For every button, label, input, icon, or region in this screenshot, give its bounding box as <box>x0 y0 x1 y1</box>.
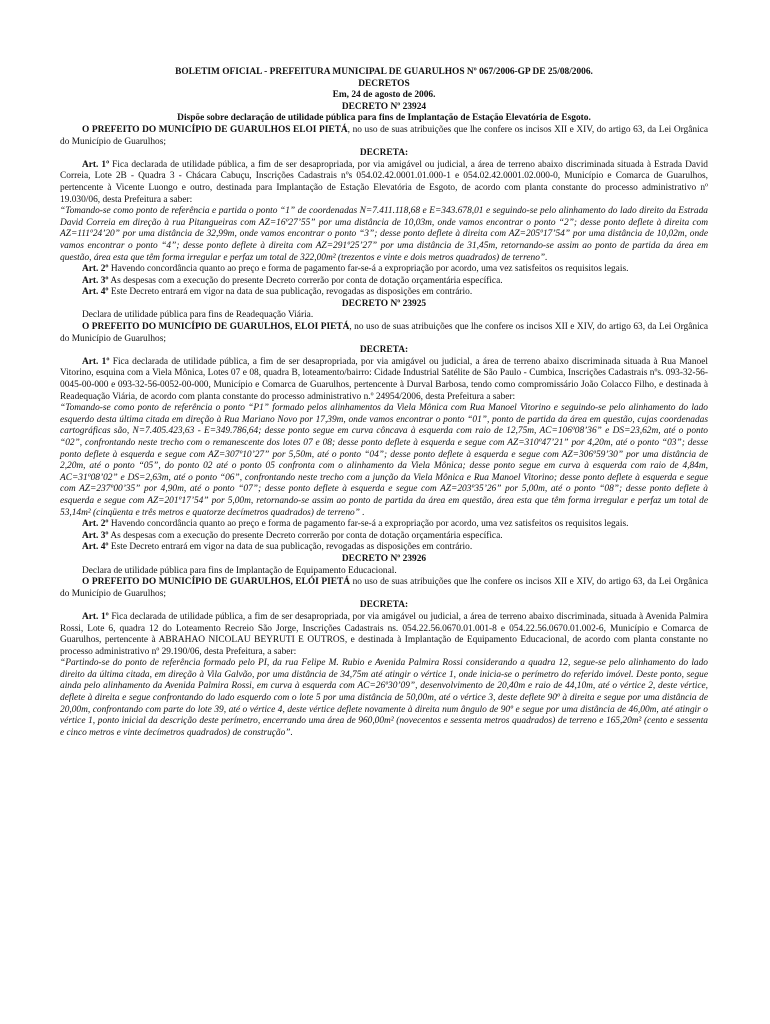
decree-2-art3-label: Art. 3º <box>82 530 109 541</box>
decree-3-title: DECRETO Nº 23926 <box>341 553 427 564</box>
decree-1-art4 <box>60 287 708 299</box>
decree-2-art4-label: Art. 4º <box>82 542 109 553</box>
decree-2-art4 <box>60 542 708 554</box>
decree-2-art1-text: Fica declarada de utilidade pública, a fim de ser desapropriada, por via amigável ou judicial, a área de terreno abaixo discriminada situada à Rua Manoel Vitorino, esquina com a Viela Mônica, Lotes 07 e 08, quadra B, loteamento/bairro: Cidade Industrial Satélite de São Paulo - Cumbica, Inscrições Cadastrais nºs. 093-32-56-0045-00-000 e 093-32-56-0052-00-000, Município e Comarca de Guarulhos, pertencente à Durval Barbosa, tendo como compromissário João Colacco Filho, e destinada à Readequação Viária, de acordo com planta constante do processo administrativo n.º 24954/2006, desta Prefeitura a saber: <box>60 356 708 402</box>
decree-3-summary: Declara de utilidade pública para fins de Implantação de Equipamento Educacional. <box>82 565 397 576</box>
decree-2-art2-text: Havendo concordância quanto ao preço e forma de pagamento far-se-á a expropriação por acordo, uma vez satisfeitos os requisitos legais. <box>108 519 629 530</box>
decree-3-preamble-text: no uso de suas atribuições que lhe confere os incisos XII e XIV, do artigo 63, da Lei Orgânica do Município de Guarulhos; <box>60 577 709 599</box>
decree-1-art2-label: Art. 2º <box>82 264 109 275</box>
section-heading: DECRETOS <box>358 78 410 89</box>
decree-2-art3 <box>60 531 708 543</box>
decree-1-decreta: DECRETA: <box>359 148 409 159</box>
decree-1-art4-text: Este Decreto entrará em vigor na data de sua publicação, revogadas as disposições em contrário. <box>108 287 473 298</box>
decree-3-art1 <box>60 612 708 658</box>
decree-1-summary: Dispõe sobre declaração de utilidade pública para fins de Implantação de Estação Elevatória de Esgoto. <box>177 113 591 124</box>
decree-3-art1-label: Art. 1º <box>82 611 109 622</box>
decree-2-summary: Declara de utilidade pública para fins de Readequação Viária. <box>82 310 314 321</box>
decree-2-art4-text: Este Decreto entrará em vigor na data de sua publicação, revogadas as disposições em contrário. <box>108 542 473 553</box>
decree-3-art1-text: Fica declarada de utilidade pública, a fim de ser desapropriada, por via amigável ou judicial, a área de terreno abaixo discriminada, situada à Avenida Palmira Rossi, Lote 6, quadra 12 do Loteamento Recreio São Jorge, Inscrições Cadastrais ns. 054.22.56.0670.01.001-8 e 054.22.56.0670.01.002-6, Município e Comarca de Guarulhos, pertencente à ABRAHAO NICOLAU BEYRUTI E OUTROS, e destinada à Implantação de Equipamento Educacional, de acordo com planta constante no processo administrativo nº 29.190/06, desta Prefeitura, a saber: <box>60 611 708 657</box>
decree-2-quote: “Tomando-se como ponto de referência o ponto “P1” formado pelos alinhamentos da Viela Mônica com Rua Manoel Vitorino e seguindo-se pelo alinhamento do lado esquerdo desta última citada em direção à Rua Mariano Novo por 17,39m, onde vamos encontrar o ponto “01”, ponto de partida da área em questão, cujas coordenadas cartográficas são, N=7.405.423,63 - E=349.786,64; desse ponto segue em curva côncava à esquerda com raio de 12,75m, AC=106º08’36” e DS=23,62m, até o ponto “02”, confrontando neste trecho com o remanescente dos lotes 07 e 08; desse ponto deflete à esquerda e segue com AZ=310º47’21” por 4,20m, até o ponto “03”; desse ponto deflete à esquerda e segue com AZ=307º10’27” por 5,50m, até o ponto “04”; desse ponto deflete à esquerda e segue com AZ=306º59’30” por uma distância de 2,20m, até o ponto “05”, do ponto 02 até o ponto 05 confronta com o alinhamento da Viela Mônica; desse ponto segue em curva à esquerda com raio de 4,84m, AC=31º08’02” e DS=2,63m, até o ponto “06”, confrontando neste trecho com a junção da Viela Mônica e Rua Manoel Vitorino; desse ponto deflete à esquerda e segue com AZ=237º00’35” por 4,90m, até o ponto “07”; desse ponto deflete à esquerda e segue com AZ=203º35’26” por 5,00m, até o ponto “08”; desse ponto deflete à esquerda e segue com AZ=201º17’54” por 5,00m, retornando-se assim ao ponto de partida da área em questão, área esta que têm forma irregular e perfaz um total de 53,14m² (cinqüenta e três metros e quatorze decímetros quadrados) de terreno” . <box>60 403 708 518</box>
decree-1-art1-label: Art. 1º <box>82 159 110 170</box>
decree-3-quote: “Partindo-se do ponto de referência formado pelo PI, da rua Felipe M. Rubio e Avenida Palmira Rossi considerando a quadra 12, segue-se pelo alinhamento do lado direito da última citada, em direção à Vila Galvão, por uma distância de 34,75m até atingir o vértice 1, onde inicia-se o perímetro do referido imóvel. Deste ponto, segue ainda pelo alinhamento da Avenida Palmira Rossi, em curva à esquerda com AC=26º30’09”, desenvolvimento de 20,40m e raio de 44,10m, até o vértice 2, deste vértice, deflete à direita e segue confrontando do lado esquerdo com o lote 5 por uma distância de 50,00m, até o vértice 3, deste deflete 90º à direita e segue por uma distância de 20,00m, confrontando com parte do lote 39, até o vértice 4, deste vértice deflete novamente à direita num ângulo de 90º e segue por uma distância de 46,00m, até atingir o vértice 1, ponto inicial da descrição deste perímetro, encerrando uma área de 960,00m² (novecentos e sessenta metros quadrados) de terreno e 165,20m² (cento e sessenta e cinco metros e vinte decímetros quadrados) de construção”. <box>60 658 708 738</box>
decree-1-art3 <box>60 276 708 288</box>
decree-2-preamble-bold: O PREFEITO DO MUNICÍPIO DE GUARULHOS, ELOI PIETÁ <box>82 322 350 333</box>
decree-2-art2 <box>60 519 708 531</box>
document-page <box>60 67 708 739</box>
decree-1-quote: “Tomando-se como ponto de referência e partida o ponto “1” de coordenadas N=7.411.118,68 e E=343.678,01 e seguindo-se pelo alinhamento do lado direito da Estrada David Correia em direção à rua Pitangueiras com AZ=16º27’55” por uma distância de 10,03m, onde vamos encontrar o ponto “2”; desse ponto deflete à direita com AZ=111º24’20” por uma distância de 32,99m, onde vamos encontrar o ponto “3”; desse ponto deflete à direita com AZ=205º17’54” por uma distância de 10,02m, onde vamos encontrar o ponto “4”; desse ponto deflete à direita com AZ=291º25’27” por uma distância de 31,45m, retornando-se assim ao ponto de partida da área em questão, área esta que têm forma irregular e perfaz um total de 322,00m² (trezentos e vinte e dois metros quadrados) de terreno”. <box>60 206 708 263</box>
decree-3-preamble-bold: O PREFEITO DO MUNICÍPIO DE GUARULHOS, ELÓI PIETÁ <box>82 577 351 588</box>
decree-2-title: DECRETO Nº 23925 <box>341 298 427 309</box>
decree-1-art3-text: As despesas com a execução do presente Decreto correrão por conta de dotação orçamentária específica. <box>108 275 503 286</box>
decree-2-art1-label: Art. 1º <box>82 356 110 367</box>
decree-2-decreta: DECRETA: <box>359 345 409 356</box>
decree-2-preamble <box>60 322 708 345</box>
decree-2-art2-label: Art. 2º <box>82 519 109 530</box>
decree-1-art1-text: Fica declarada de utilidade pública, a fim de ser desapropriada, por via amigável ou judicial, a área de terreno abaixo discriminada situada à Estrada David Correia, Lote 2B - Quadra 3 - Chácara Cabuçu, Inscrições Cadastrais nºs 054.02.42.0001.01.000-1 e 054.02.42.0001.02.000-0, Município e Comarca de Guarulhos, pertencente à Vicente Luongo e outro, destinada para Implantação de Estação Elevatória de Esgoto, de acordo com planta constante do processo administrativo nº 19.030/06, desta Prefeitura a saber: <box>60 159 708 205</box>
decree-3-decreta: DECRETA: <box>359 600 409 611</box>
decree-1-art1 <box>60 160 708 206</box>
decree-1-art2 <box>60 264 708 276</box>
decree-1-art2-text: Havendo concordância quanto ao preço e forma de pagamento far-se-á a expropriação por acordo, uma vez satisfeitos os requisitos legais. <box>108 264 629 275</box>
decree-1-title: DECRETO Nº 23924 <box>341 101 427 112</box>
decree-2-art3-text: As despesas com a execução do presente Decreto correrão por conta de dotação orçamentária específica. <box>108 530 503 541</box>
decree-3-preamble <box>60 577 708 600</box>
decree-1-preamble <box>60 125 708 148</box>
bulletin-title: BOLETIM OFICIAL - PREFEITURA MUNICIPAL DE GUARULHOS Nº 067/2006-GP DE 25/08/2006. <box>175 67 593 77</box>
decree-1-art3-label: Art. 3º <box>82 275 109 286</box>
decree-1-preamble-bold: O PREFEITO DO MUNICÍPIO DE GUARULHOS ELOI PIETÁ <box>82 124 348 135</box>
decree-1-art4-label: Art. 4º <box>82 287 109 298</box>
decree-2-preamble-text: , no uso de suas atribuições que lhe confere os incisos XII e XIV, do artigo 63, da Lei Orgânica do Município de Guarulhos; <box>60 322 708 344</box>
date-line: Em, 24 de agosto de 2006. <box>332 90 436 101</box>
decree-1-preamble-text: , no uso de suas atribuições que lhe confere os incisos XII e XIV, do artigo 63, da Lei Orgânica do Município de Guarulhos; <box>60 124 709 147</box>
decree-2-art1 <box>60 357 708 403</box>
